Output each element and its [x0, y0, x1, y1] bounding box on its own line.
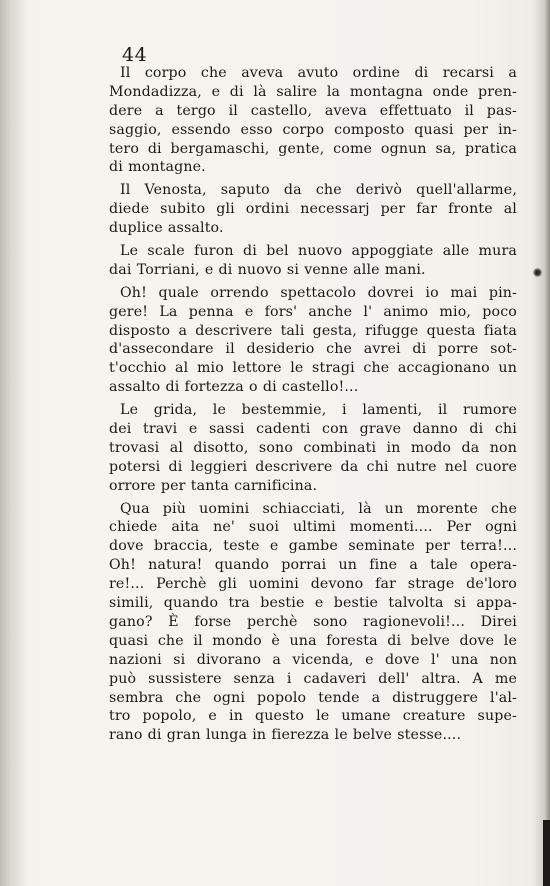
paragraph-2: [109, 181, 517, 238]
text-line: tero di bergamaschi, gente, come ognun sa, pratica: [109, 140, 517, 157]
text-line: Qua più uomini schiacciati, là un morente che: [120, 500, 517, 517]
text-line: dei travi e sassi cadenti con grave danno di chi: [109, 421, 517, 438]
text-line: gano? È forse perchè sono ragionevoli!... Direi: [109, 613, 517, 630]
text-line: re!... Perchè gli uomini devono far strage de'loro: [109, 576, 517, 593]
text-line: Il corpo che aveva avuto ordine di recarsi a: [120, 65, 517, 81]
text-body: [109, 64, 517, 745]
text-line: Il Venosta, saputo da che derivò quell'allarme,: [120, 182, 517, 199]
text-line: assalto di fortezza o di castello!...: [109, 379, 359, 396]
text-line: potersi di leggieri descrivere da chi nutre nel cuore: [109, 458, 517, 475]
text-line: tro popolo, e in questo le umane creature supe-: [109, 708, 517, 725]
ink-spot: [533, 268, 542, 277]
text-line: simili, quando tra bestie e bestie talvolta si appa-: [109, 595, 517, 612]
text-line: Le grida, le bestemmie, i lamenti, il rumore: [120, 402, 517, 419]
paragraph-4: [109, 284, 517, 397]
gutter-shadow: [0, 0, 28, 886]
text-line: Mondadizza, e di là salire la montagna onde pren-: [109, 83, 517, 100]
text-line: d'assecondare il desiderio che avrei di porre sot-: [109, 341, 517, 358]
paragraph-6: [109, 500, 517, 746]
text-line: Oh! quale orrendo spettacolo dovrei io mai pin-: [120, 284, 517, 301]
text-line: chiede aita ne' suoi ultimi momenti.... Per ogni: [109, 519, 517, 536]
binding-edge: [543, 820, 550, 886]
text-line: dove braccia, teste e gambe seminate per terra!...: [109, 538, 517, 555]
text-line: Le scale furon di bel nuovo appoggiate alle mura: [120, 243, 517, 260]
text-line: Oh! natura! quando porrai un fine a tale opera-: [109, 557, 517, 574]
paragraph-5: [109, 401, 517, 495]
text-line: di montagne.: [109, 159, 206, 176]
text-line: può sussistere senza i cadaveri dell' altra. A me: [109, 670, 517, 687]
text-line: dere a tergo il castello, aveva effettuato il pas-: [109, 102, 517, 119]
page-edge: [532, 0, 550, 886]
text-line: rano di gran lunga in fierezza le belve stesse....: [109, 727, 462, 744]
text-line: quasi che il mondo è una foresta di belve dove le: [109, 632, 517, 649]
text-line: sembra che ogni popolo tende a distruggere l'al-: [109, 689, 517, 706]
paragraph-1: [109, 64, 517, 177]
text-line: t'occhio al mio lettore le stragi che accagionano un: [109, 360, 517, 377]
text-line: diede subito gli ordini necessarj per far fronte al: [109, 201, 517, 218]
text-line: duplice assalto.: [109, 220, 224, 237]
paragraph-3: [109, 242, 517, 280]
text-line: nazioni si divorano a vicenda, e dove l' una non: [109, 651, 517, 668]
text-line: dai Torriani, e di nuovo si venne alle mani.: [109, 261, 426, 278]
page-number: 44: [122, 44, 148, 66]
text-line: saggio, essendo esso corpo composto quasi per in-: [109, 121, 517, 138]
text-line: gere! La penna e fors' anche l' animo mio, poco: [109, 303, 517, 320]
text-line: disposto a descrivere tali gesta, rifugge questa fiata: [109, 322, 517, 339]
text-line: trovasi al disotto, sono combinati in modo da non: [109, 439, 517, 456]
text-line: orrore per tanta carnificina.: [109, 477, 318, 494]
